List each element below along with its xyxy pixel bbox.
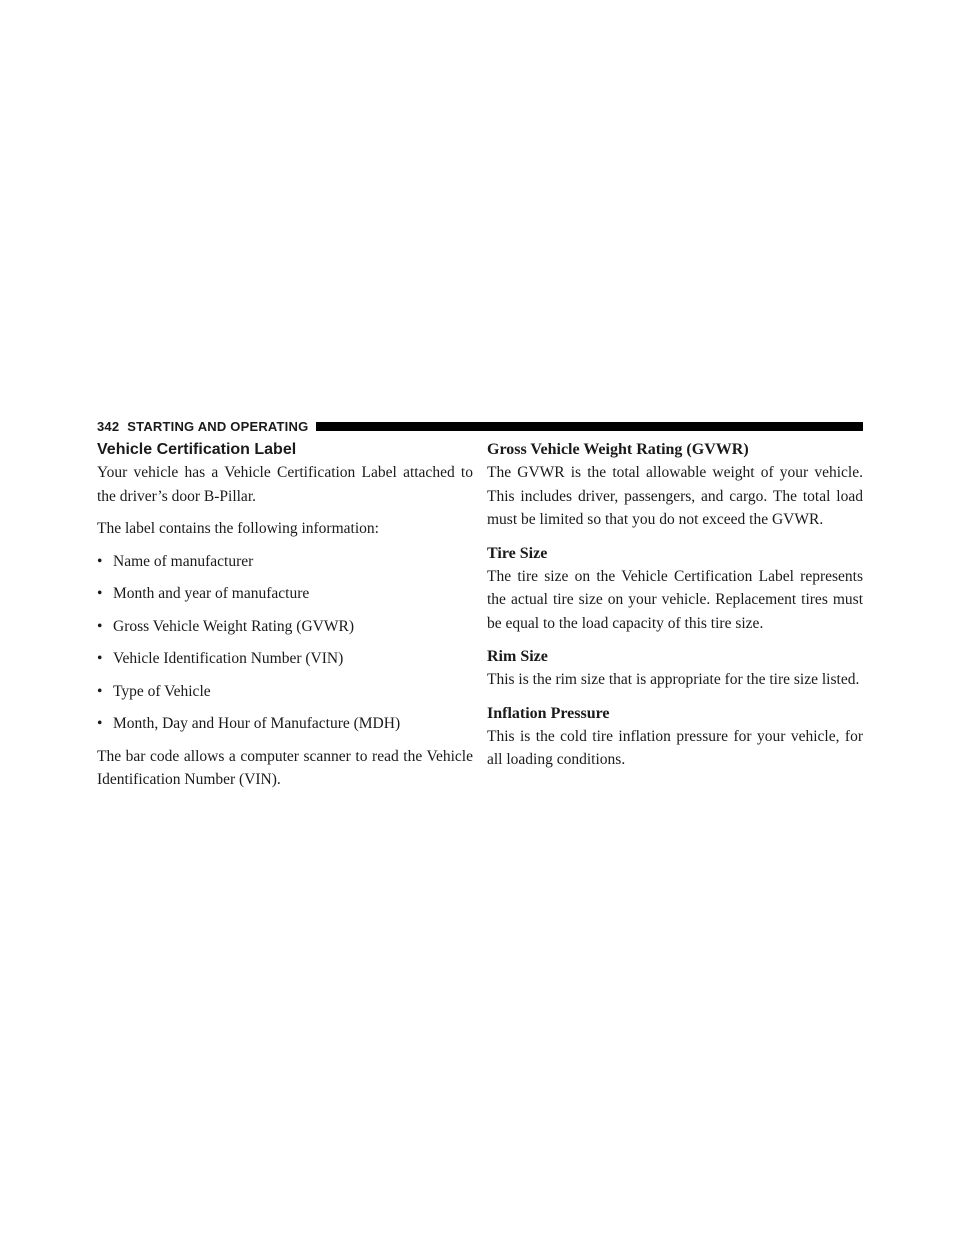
list-item-text: Vehicle Identification Number (VIN) <box>113 650 344 667</box>
tire-size-section <box>487 543 863 636</box>
tire-size-heading: Tire Size <box>487 544 548 562</box>
left-column <box>97 439 473 792</box>
list-item <box>97 680 473 704</box>
list-item-text: Name of manufacturer <box>113 552 254 570</box>
list-intro-paragraph: The label contains the following information: <box>97 520 379 537</box>
bullet-icon: • <box>97 650 103 667</box>
gvwr-heading: Gross Vehicle Weight Rating (GVWR) <box>487 441 749 458</box>
section-title: STARTING AND OPERATING <box>127 418 309 434</box>
list-item <box>97 615 473 639</box>
inflation-pressure-section <box>487 703 863 772</box>
rim-size-paragraph: This is the rim size that is appropriate for the tire size listed. <box>487 671 860 688</box>
list-item-text: Month and year of manufacture <box>113 585 310 602</box>
bullet-icon: • <box>97 715 103 732</box>
list-item <box>97 582 473 606</box>
bullet-icon: • <box>97 585 103 602</box>
bullet-icon: • <box>97 682 103 700</box>
inflation-pressure-heading: Inflation Pressure <box>487 704 610 722</box>
list-item <box>97 712 473 736</box>
page-header <box>97 417 863 435</box>
closing-paragraph: The bar code allows a computer scanner to read the Vehicle Identification Number (VIN). <box>97 747 473 788</box>
gvwr-paragraph: The GVWR is the total allowable weight of your vehicle. This includes driver, passengers, and cargo. The total load must be limited so that you do not exceed the GVWR. <box>487 464 863 528</box>
label-info-list <box>97 550 473 736</box>
right-column <box>487 439 863 772</box>
intro-paragraph: Your vehicle has a Vehicle Certification Label attached to the driver’s door B-Pillar. <box>97 464 473 505</box>
bullet-icon: • <box>97 617 103 635</box>
list-item-text: Type of Vehicle <box>113 682 211 700</box>
list-item-text: Gross Vehicle Weight Rating (GVWR) <box>113 617 354 635</box>
list-item-text: Month, Day and Hour of Manufacture (MDH) <box>113 715 401 732</box>
list-item <box>97 550 473 574</box>
bullet-icon: • <box>97 552 103 570</box>
inflation-pressure-paragraph: This is the cold tire inflation pressure for your vehicle, for all loading conditions. <box>487 727 863 768</box>
tire-size-paragraph: The tire size on the Vehicle Certification Label represents the actual tire size on your vehicle. Replacement tires must be equal to the load capacity of this tire size. <box>487 567 863 632</box>
page-number: 342 <box>97 418 120 434</box>
list-item <box>97 647 473 671</box>
rim-size-heading: Rim Size <box>487 648 548 665</box>
vehicle-certification-heading: Vehicle Certification Label <box>97 441 297 458</box>
gvwr-section <box>487 439 863 532</box>
rim-size-section <box>487 646 863 692</box>
header-rule <box>316 422 863 431</box>
